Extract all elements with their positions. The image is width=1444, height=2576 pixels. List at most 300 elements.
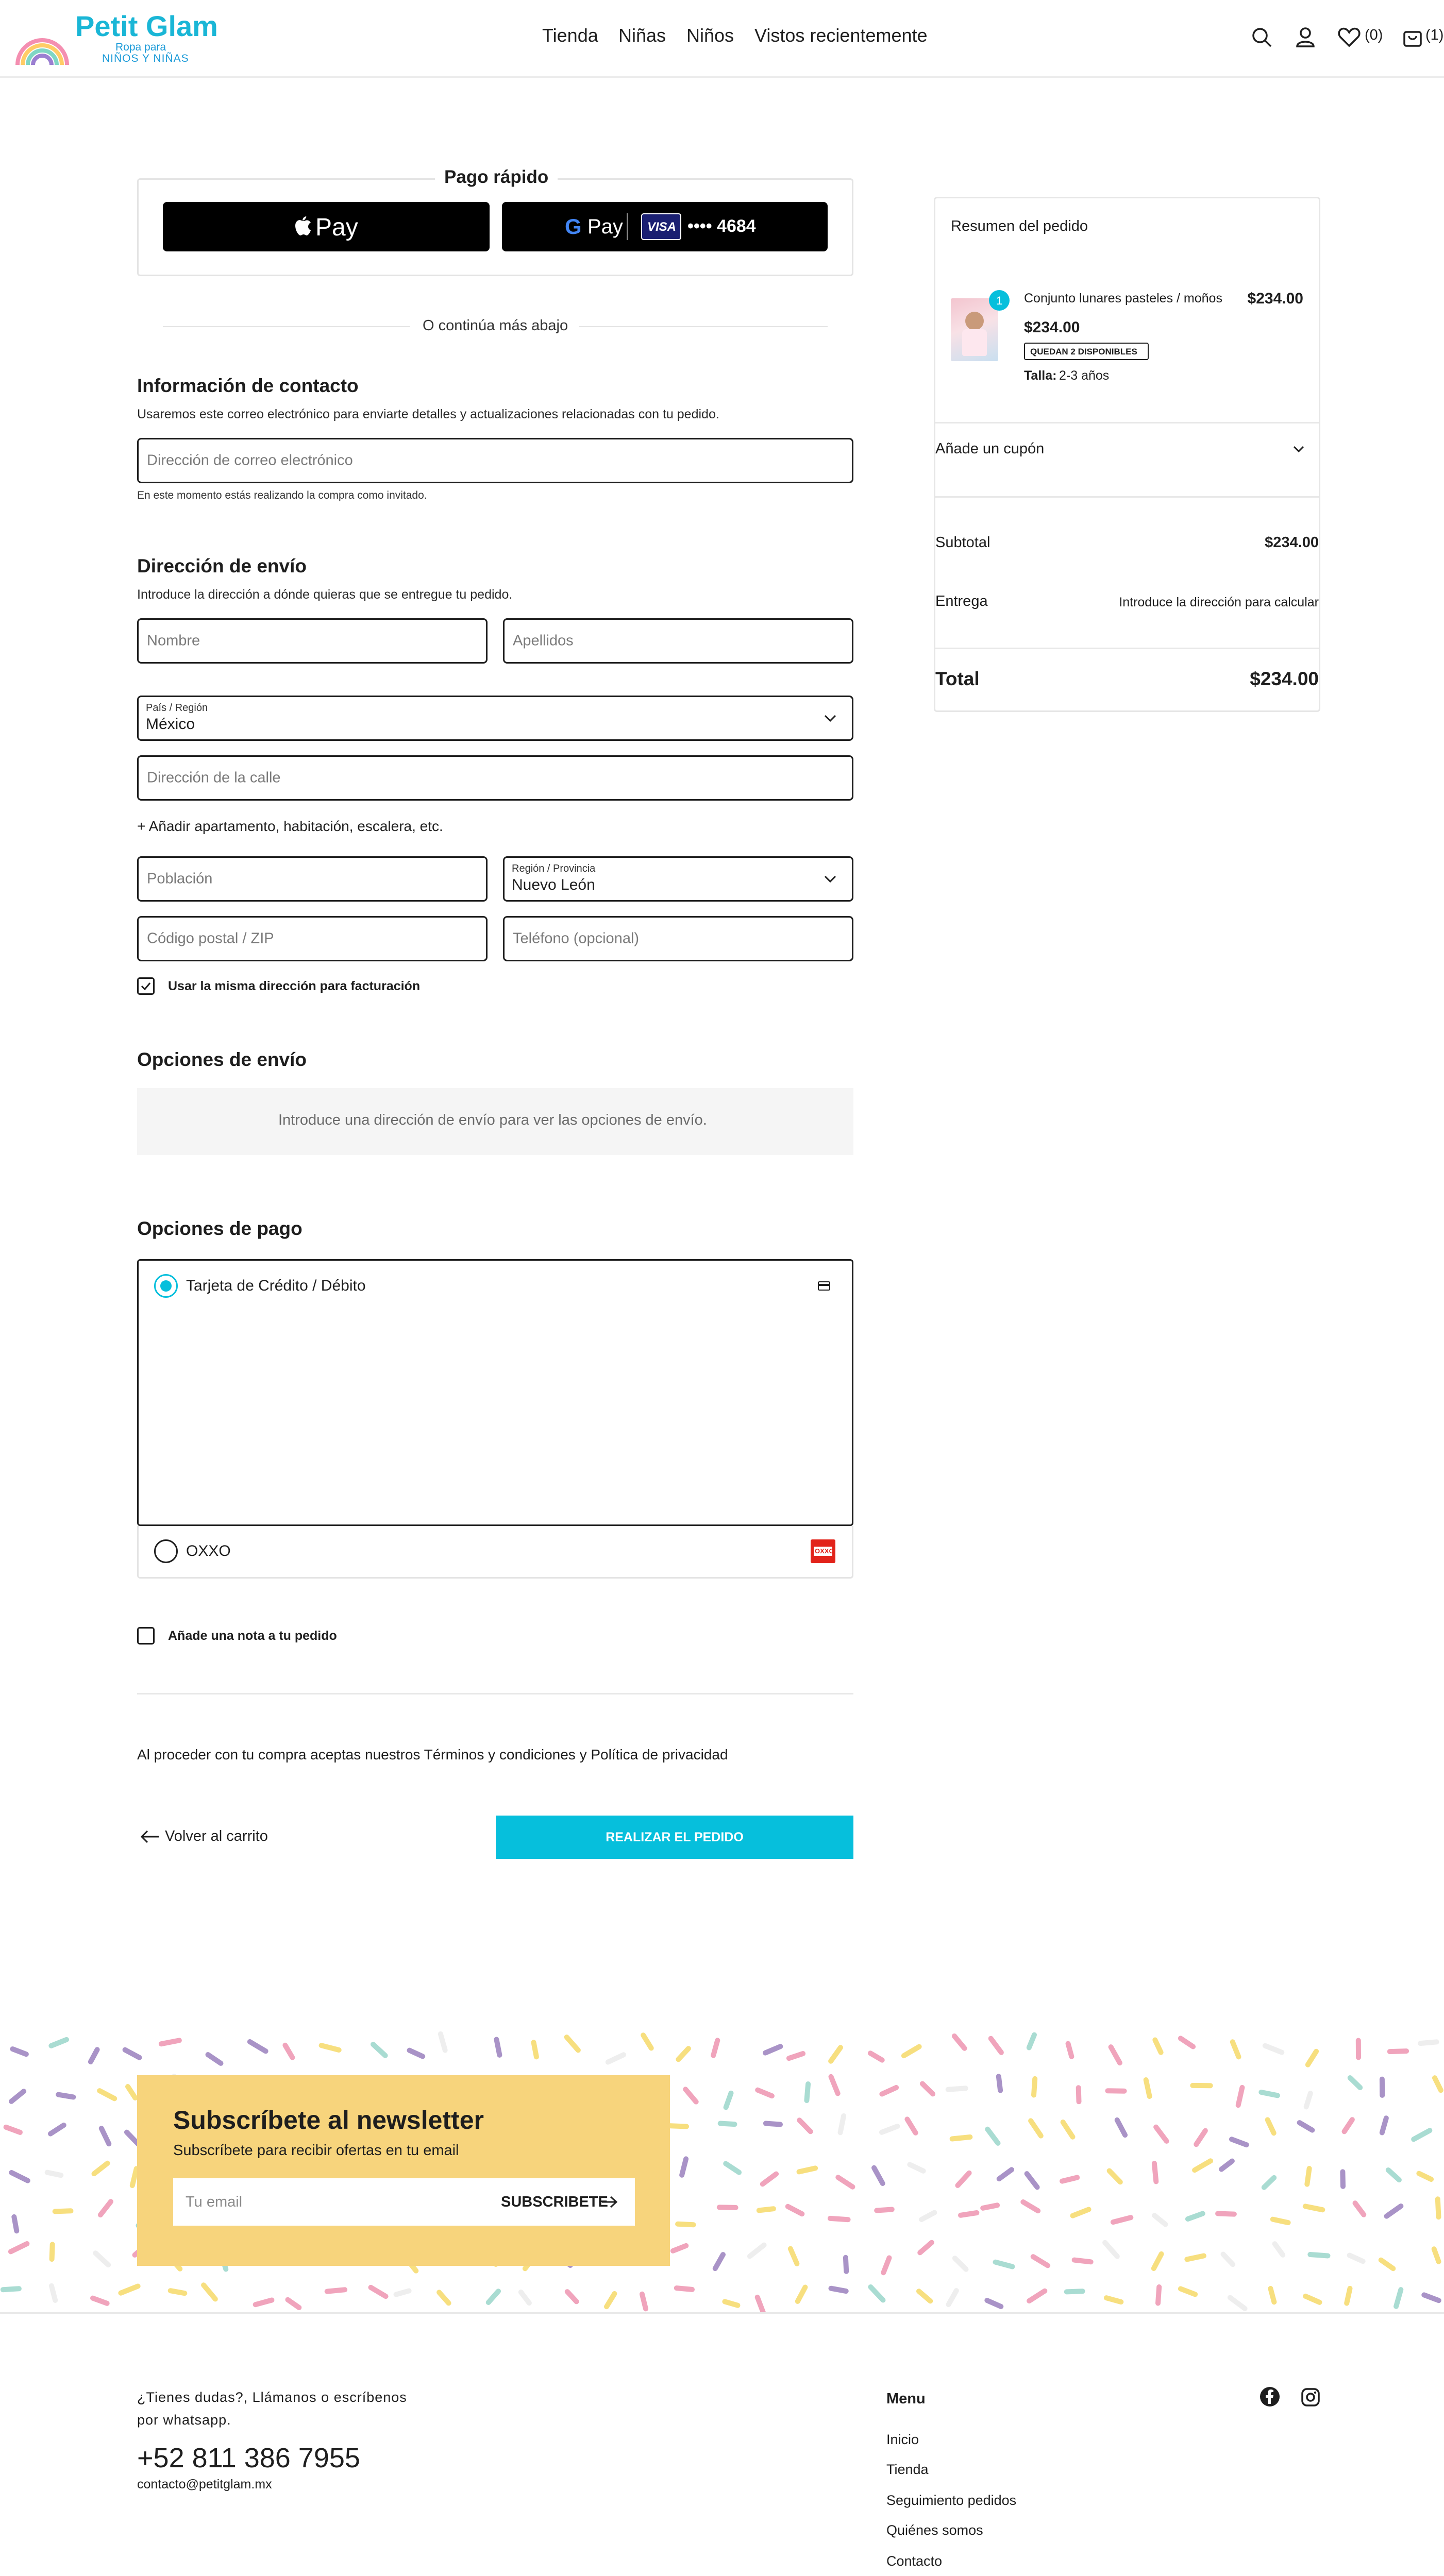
shipping-address-subtitle: Introduce la dirección a dónde quieras que se entregue tu pedido. bbox=[137, 587, 513, 602]
sprinkle bbox=[882, 2126, 898, 2132]
sprinkle bbox=[1435, 2078, 1441, 2090]
sprinkle bbox=[1355, 2203, 1364, 2215]
size-value: 2-3 años bbox=[1059, 368, 1110, 383]
sprinkle bbox=[285, 2045, 292, 2058]
order-note-label[interactable]: Añade una nota a tu pedido bbox=[168, 1629, 337, 1643]
sprinkle bbox=[127, 2132, 138, 2144]
stock-badge-text: QUEDAN 2 DISPONIBLES bbox=[1030, 347, 1137, 357]
sprinkle bbox=[1029, 2291, 1045, 2301]
footer-contact-line-2: por whatsapp. bbox=[137, 2412, 231, 2428]
sprinkle bbox=[128, 2087, 135, 2098]
card-option-label: Tarjeta de Crédito / Débito bbox=[186, 1277, 366, 1294]
sprinkle bbox=[999, 2076, 1000, 2090]
zip-field[interactable] bbox=[137, 916, 488, 961]
sprinkle bbox=[1265, 2046, 1282, 2053]
sprinkle bbox=[715, 2255, 723, 2268]
contact-title: Información de contacto bbox=[137, 375, 359, 396]
sprinkle bbox=[1232, 2139, 1247, 2145]
sprinkle bbox=[11, 2173, 28, 2181]
sprinkle bbox=[920, 2243, 932, 2253]
apple-pay-button[interactable] bbox=[163, 202, 490, 251]
sprinkle bbox=[678, 2224, 694, 2225]
sprinkle bbox=[3, 2289, 19, 2290]
shipping-options-message: Introduce una dirección de envío para ver las opciones de envío. bbox=[278, 1112, 707, 1128]
card-radio-dot bbox=[160, 1280, 172, 1292]
google-pay-button[interactable] bbox=[502, 202, 828, 251]
sprinkle bbox=[93, 2298, 107, 2303]
divider-right bbox=[579, 326, 828, 327]
sprinkle bbox=[1347, 2289, 1350, 2303]
sprinkle bbox=[100, 2201, 111, 2215]
sprinkle bbox=[1345, 2120, 1352, 2131]
sprinkle bbox=[1387, 2206, 1401, 2216]
sprinkle bbox=[643, 2035, 651, 2048]
sprinkle bbox=[799, 2168, 816, 2172]
sprinkle bbox=[999, 2170, 1012, 2179]
sprinkle bbox=[410, 2050, 423, 2057]
google-g-icon: G bbox=[565, 214, 582, 239]
sprinkle bbox=[327, 2290, 345, 2291]
sprinkle bbox=[608, 2055, 624, 2062]
add-apartment-link[interactable]: + Añadir apartamento, habitación, escalera, etc. bbox=[137, 818, 443, 834]
sprinkle bbox=[921, 2213, 934, 2219]
sprinkle bbox=[685, 2089, 696, 2102]
brand-name: Petit Glam bbox=[75, 10, 218, 42]
first-name-placeholder: Nombre bbox=[147, 632, 200, 649]
sprinkle bbox=[841, 2116, 844, 2132]
nav-ninas[interactable]: Niñas bbox=[618, 25, 666, 46]
sprinkle bbox=[1438, 2199, 1439, 2217]
sprinkle bbox=[882, 2088, 896, 2094]
sprinkle bbox=[12, 2049, 26, 2054]
sprinkle bbox=[441, 2034, 445, 2050]
payment-oxxo-option[interactable] bbox=[137, 1526, 853, 1579]
sprinkle bbox=[489, 2291, 498, 2302]
sprinkle bbox=[1188, 2214, 1203, 2219]
sprinkle bbox=[567, 2037, 578, 2050]
sprinkle bbox=[1264, 2178, 1274, 2188]
place-order-button[interactable]: REALIZAR EL PEDIDO bbox=[496, 1816, 853, 1859]
sprinkle bbox=[1110, 2171, 1120, 2182]
nav-tienda[interactable]: Tienda bbox=[542, 25, 598, 46]
sprinkle bbox=[58, 2095, 73, 2097]
sprinkle bbox=[758, 2090, 772, 2096]
sprinkle bbox=[371, 2287, 386, 2296]
subtotal-label: Subtotal bbox=[935, 534, 990, 551]
logo[interactable] bbox=[13, 9, 230, 67]
sprinkle bbox=[95, 2253, 108, 2265]
first-name-field[interactable] bbox=[137, 618, 488, 664]
total-value: $234.00 bbox=[1250, 668, 1319, 689]
sprinkle bbox=[161, 2040, 179, 2044]
sprinkle bbox=[14, 2217, 16, 2231]
footer-link-tienda[interactable]: Tienda bbox=[886, 2462, 929, 2477]
street-placeholder: Dirección de la calle bbox=[147, 769, 281, 786]
phone-placeholder: Teléfono (opcional) bbox=[513, 930, 640, 947]
sprinkle bbox=[6, 2127, 20, 2132]
sprinkle bbox=[1155, 2040, 1161, 2053]
sprinkle bbox=[288, 2300, 299, 2308]
sprinkle bbox=[948, 2088, 966, 2089]
sprinkle bbox=[954, 2036, 965, 2048]
footer-link-quienes-somos[interactable]: Quiénes somos bbox=[886, 2522, 983, 2538]
sprinkle bbox=[1300, 2123, 1313, 2130]
sprinkle bbox=[521, 2292, 529, 2303]
sprinkle bbox=[922, 2083, 933, 2094]
sprinkle bbox=[759, 2209, 774, 2210]
sprinkle bbox=[1187, 2256, 1204, 2260]
sprinkle bbox=[1390, 2051, 1406, 2052]
credit-card-icon bbox=[818, 1281, 830, 1291]
sprinkle bbox=[1268, 2120, 1274, 2133]
sprinkle bbox=[607, 2294, 614, 2307]
sprinkle bbox=[1310, 2255, 1328, 2256]
sprinkle bbox=[1221, 2161, 1232, 2170]
newsletter-email-field[interactable] bbox=[173, 2178, 635, 2226]
sprinkle bbox=[1414, 2130, 1430, 2139]
back-to-cart-link[interactable]: Volver al carrito bbox=[165, 1828, 268, 1844]
summary-divider-1 bbox=[935, 422, 1319, 423]
google-pay-label: Pay bbox=[587, 215, 623, 238]
sprinkle bbox=[765, 2046, 780, 2053]
sprinkle bbox=[1034, 2079, 1035, 2095]
sprinkle bbox=[904, 2047, 919, 2056]
sprinkle bbox=[678, 2048, 689, 2059]
sprinkle bbox=[949, 2291, 956, 2304]
sprinkle bbox=[1238, 2088, 1242, 2105]
divider-left bbox=[163, 326, 410, 327]
sprinkle bbox=[1029, 2035, 1034, 2048]
sprinkle bbox=[987, 2300, 1001, 2307]
email-field[interactable] bbox=[137, 438, 853, 483]
oxxo-logo-inner bbox=[814, 1547, 832, 1556]
sprinkle bbox=[52, 2244, 53, 2259]
footer-link-seguimiento[interactable]: Seguimiento pedidos bbox=[886, 2493, 1017, 2508]
last-name-field[interactable] bbox=[503, 618, 853, 664]
express-checkout-title: Pago rápido bbox=[435, 167, 558, 188]
summary-title: Resumen del pedido bbox=[951, 218, 1088, 234]
sprinkle bbox=[396, 2291, 409, 2295]
sprinkle bbox=[673, 2246, 686, 2251]
newsletter-subscribe-button[interactable]: SUBSCRIBETE bbox=[501, 2194, 608, 2210]
region-label: Región / Provincia bbox=[512, 863, 596, 874]
sprinkle bbox=[567, 2292, 577, 2301]
site-header bbox=[0, 0, 1444, 78]
sprinkle bbox=[1233, 2042, 1239, 2057]
sprinkle bbox=[919, 2291, 930, 2301]
newsletter-title: Subscríbete al newsletter bbox=[173, 2106, 484, 2134]
arrow-right-icon[interactable] bbox=[601, 2196, 617, 2208]
sprinkle bbox=[1027, 2174, 1037, 2187]
same-billing-label[interactable]: Usar la misma dirección para facturación bbox=[168, 979, 421, 993]
nav-vistos-recientemente[interactable]: Vistos recientemente bbox=[754, 25, 928, 46]
sprinkle bbox=[1117, 2120, 1125, 2135]
oxxo-radio[interactable] bbox=[154, 1539, 178, 1563]
rainbow-logo-icon bbox=[13, 11, 71, 65]
sprinkle bbox=[1381, 2260, 1393, 2269]
sprinkle bbox=[961, 2213, 977, 2215]
product-name[interactable]: Conjunto lunares pasteles / moños bbox=[1024, 291, 1222, 306]
oxxo-logo-text: OXXO bbox=[815, 1547, 834, 1555]
check-icon bbox=[139, 979, 153, 993]
sprinkle bbox=[1388, 2170, 1399, 2180]
stock-badge bbox=[1024, 343, 1149, 360]
sprinkle bbox=[726, 2164, 739, 2173]
sprinkle bbox=[996, 2262, 1013, 2267]
city-placeholder: Población bbox=[147, 870, 213, 887]
subtotal-value: $234.00 bbox=[1265, 534, 1319, 551]
footer-email[interactable]: contacto@petitglam.mx bbox=[137, 2477, 272, 2492]
sprinkle bbox=[1154, 2215, 1165, 2224]
sprinkle bbox=[99, 2091, 114, 2098]
sprinkle bbox=[788, 2207, 802, 2214]
sprinkle bbox=[1062, 2178, 1077, 2181]
apple-pay-label: Pay bbox=[315, 214, 358, 241]
chevron-down-icon bbox=[824, 715, 836, 722]
sprinkle bbox=[51, 2125, 64, 2134]
email-placeholder: Dirección de correo electrónico bbox=[147, 452, 353, 469]
brand-tagline-1: Ropa para bbox=[115, 41, 166, 53]
order-note-checkbox[interactable] bbox=[137, 1627, 155, 1645]
sprinkle bbox=[798, 2287, 805, 2301]
region-select[interactable] bbox=[503, 856, 853, 902]
gpay-divider bbox=[627, 213, 628, 240]
sprinkle bbox=[1068, 2044, 1072, 2057]
search-icon[interactable] bbox=[1251, 27, 1272, 47]
shipping-address-title: Dirección de envío bbox=[137, 555, 307, 577]
sprinkle bbox=[47, 2173, 61, 2176]
chevron-down-icon bbox=[824, 875, 836, 883]
sprinkle bbox=[1382, 2118, 1386, 2132]
facebook-icon[interactable] bbox=[1260, 2386, 1280, 2407]
sprinkle bbox=[883, 2258, 889, 2273]
visa-card-badge bbox=[641, 213, 681, 240]
sprinkle bbox=[682, 2159, 686, 2175]
last-name-placeholder: Apellidos bbox=[513, 632, 574, 649]
instagram-icon[interactable] bbox=[1301, 2387, 1320, 2407]
total-label: Total bbox=[935, 668, 980, 689]
sprinkle bbox=[763, 2174, 776, 2184]
arrow-left-icon[interactable] bbox=[140, 1830, 160, 1843]
nav-ninos[interactable]: Niños bbox=[686, 25, 734, 46]
phone-field[interactable] bbox=[503, 916, 853, 961]
sprinkle bbox=[1223, 2255, 1233, 2265]
sprinkle bbox=[132, 2168, 137, 2185]
sprinkle bbox=[1181, 2038, 1193, 2046]
sprinkle bbox=[877, 2210, 892, 2211]
card-radio[interactable] bbox=[154, 1274, 178, 1298]
summary-divider-2 bbox=[935, 496, 1319, 498]
sprinkle bbox=[1195, 2161, 1211, 2170]
sprinkle bbox=[121, 2286, 138, 2293]
sprinkle bbox=[955, 2258, 966, 2269]
footer-phone[interactable]: +52 811 386 7955 bbox=[137, 2443, 360, 2473]
sprinkle bbox=[870, 2053, 882, 2060]
sprinkle bbox=[1154, 2163, 1156, 2181]
sprinkle bbox=[987, 2129, 998, 2143]
sprinkle bbox=[102, 2128, 109, 2144]
sprinkle bbox=[1305, 2296, 1319, 2302]
country-label: País / Región bbox=[146, 702, 208, 714]
sprinkle bbox=[1158, 2287, 1159, 2303]
sprinkle bbox=[1419, 2174, 1431, 2179]
cart-icon[interactable] bbox=[1403, 29, 1422, 47]
country-select[interactable] bbox=[137, 696, 853, 741]
newsletter-subtitle: Subscríbete para recibir ofertas en tu email bbox=[173, 2142, 459, 2159]
sprinkle bbox=[1434, 2249, 1439, 2262]
sprinkle bbox=[750, 2245, 764, 2257]
continue-below-text: O continúa más abajo bbox=[423, 317, 568, 334]
payment-card-option[interactable] bbox=[137, 1259, 853, 1526]
sprinkle bbox=[807, 2084, 808, 2100]
newsletter-email-placeholder: Tu email bbox=[186, 2194, 243, 2210]
sprinkle bbox=[713, 2040, 717, 2055]
sprinkle bbox=[983, 2205, 997, 2208]
quantity-badge bbox=[989, 290, 1010, 311]
thumbnail-dress bbox=[962, 329, 987, 356]
sprinkle bbox=[1063, 2122, 1073, 2137]
sprinkle bbox=[171, 2291, 185, 2293]
sprinkle bbox=[831, 2077, 838, 2094]
zip-placeholder: Código postal / ZIP bbox=[147, 930, 274, 947]
sprinkle bbox=[642, 2294, 646, 2309]
sprinkle bbox=[91, 2049, 97, 2062]
size-label: Talla: bbox=[1024, 368, 1057, 383]
sprinkle bbox=[831, 2289, 846, 2291]
sprinkle bbox=[439, 2292, 449, 2303]
sprinkle bbox=[496, 2040, 499, 2055]
sprinkle bbox=[1073, 2210, 1089, 2216]
quantity-value: 1 bbox=[996, 294, 1003, 307]
sprinkle bbox=[789, 2054, 803, 2058]
sprinkle bbox=[766, 2124, 780, 2125]
oxxo-logo bbox=[811, 1539, 835, 1563]
sprinkle bbox=[1350, 2256, 1363, 2262]
sprinkle bbox=[1181, 2289, 1195, 2295]
sprinkle bbox=[322, 2045, 339, 2050]
sprinkle bbox=[1342, 2172, 1343, 2186]
delivery-label: Entrega bbox=[935, 593, 988, 609]
sprinkle bbox=[677, 2288, 692, 2290]
sprinkle bbox=[1067, 2291, 1083, 2292]
sprinkle bbox=[1230, 2298, 1245, 2309]
sprinkle bbox=[1113, 2217, 1131, 2222]
sprinkle bbox=[1074, 2260, 1091, 2262]
chevron-down-icon[interactable] bbox=[1293, 446, 1304, 453]
sprinkle bbox=[373, 2044, 385, 2056]
delivery-value: Introduce la dirección para calcular bbox=[1119, 595, 1319, 609]
sprinkle bbox=[726, 2093, 731, 2108]
sprinkle bbox=[1146, 2080, 1150, 2096]
brand-tagline-2: NIÑOS Y NIÑAS bbox=[102, 53, 189, 64]
sprinkle bbox=[910, 2164, 923, 2171]
coupon-toggle[interactable]: Añade un cupón bbox=[935, 440, 1045, 457]
sprinkle bbox=[874, 2168, 883, 2183]
sprinkle bbox=[758, 2297, 764, 2312]
product-line-price: $234.00 bbox=[1247, 290, 1303, 307]
card-mask: •••• 4684 bbox=[687, 216, 756, 236]
payment-title: Opciones de pago bbox=[137, 1218, 303, 1239]
terms-text[interactable]: Al proceder con tu compra aceptas nuestros Términos y condiciones y Política de privacidad bbox=[137, 1747, 728, 1762]
sprinkle bbox=[907, 2119, 915, 2133]
oxxo-option-label: OXXO bbox=[186, 1543, 231, 1560]
summary-divider-3 bbox=[935, 648, 1319, 649]
city-field[interactable] bbox=[137, 856, 488, 902]
order-summary bbox=[934, 197, 1320, 712]
sprinkle bbox=[11, 2244, 27, 2251]
product-thumbnail[interactable] bbox=[951, 298, 998, 361]
sprinkle bbox=[799, 2120, 811, 2131]
sprinkle bbox=[719, 2207, 736, 2208]
sprinkle bbox=[720, 2124, 735, 2125]
same-billing-checkbox[interactable] bbox=[137, 977, 155, 995]
wishlist-count[interactable]: (0) bbox=[1365, 27, 1383, 43]
product-unit-price: $234.00 bbox=[1024, 319, 1080, 336]
shipping-options-title: Opciones de envío bbox=[137, 1049, 307, 1070]
sprinkle bbox=[125, 2050, 140, 2058]
shipping-options-empty-box bbox=[137, 1088, 853, 1155]
sprinkle bbox=[11, 2091, 24, 2102]
sprinkle bbox=[1308, 2052, 1316, 2065]
sprinkle bbox=[1154, 2254, 1162, 2268]
thumbnail-figure bbox=[965, 312, 984, 330]
sprinkle bbox=[725, 2301, 737, 2305]
sprinkle bbox=[1350, 2078, 1361, 2088]
sprinkle bbox=[51, 2040, 66, 2046]
sprinkle bbox=[1261, 2092, 1278, 2095]
sprinkle bbox=[204, 2285, 215, 2299]
sprinkle bbox=[791, 2249, 797, 2264]
sprinkle bbox=[1156, 2127, 1167, 2141]
apple-logo-icon bbox=[295, 216, 311, 236]
sprinkle bbox=[1031, 2121, 1041, 2136]
sprinkle bbox=[534, 2042, 536, 2057]
contact-subtitle: Usaremos este correo electrónico para enviarte detalles y actualizaciones relacionadas con tu pedido. bbox=[137, 407, 719, 421]
region-value: Nuevo León bbox=[512, 876, 595, 893]
sprinkle bbox=[991, 2039, 1001, 2053]
sprinkle bbox=[830, 2218, 848, 2219]
sprinkle bbox=[958, 2173, 969, 2185]
sprinkle bbox=[1033, 2257, 1048, 2265]
visa-label: VISA bbox=[647, 220, 677, 234]
sprinkle bbox=[1275, 2244, 1283, 2255]
footer-menu-title: Menu bbox=[886, 2391, 926, 2407]
footer-contact-line-1: ¿Tienes dudas?, Llámanos o escríbenos bbox=[137, 2389, 407, 2405]
heart-icon[interactable] bbox=[1338, 27, 1361, 47]
sprinkle bbox=[1306, 2093, 1311, 2107]
footer-link-inicio[interactable]: Inicio bbox=[886, 2432, 919, 2447]
terms-divider bbox=[137, 1693, 853, 1694]
user-icon[interactable] bbox=[1296, 27, 1315, 47]
cart-count[interactable]: (1) bbox=[1425, 27, 1444, 43]
sprinkle bbox=[1273, 2219, 1288, 2223]
footer-link-contacto[interactable]: Contacto bbox=[886, 2553, 943, 2569]
guest-note: En este momento estás realizando la compra como invitado. bbox=[137, 489, 427, 501]
sprinkle bbox=[1023, 2202, 1038, 2211]
sprinkle bbox=[94, 2163, 108, 2174]
sprinkle bbox=[838, 2177, 852, 2187]
sprinkle bbox=[1307, 2168, 1309, 2184]
sprinkle bbox=[256, 2300, 272, 2305]
sprinkle bbox=[52, 2286, 55, 2300]
sprinkle bbox=[1106, 2298, 1121, 2302]
sprinkle bbox=[831, 2047, 841, 2061]
sprinkle bbox=[1420, 2042, 1437, 2043]
street-field[interactable] bbox=[137, 755, 853, 801]
newsletter-box bbox=[137, 2075, 670, 2266]
country-value: México bbox=[146, 716, 195, 733]
sprinkle bbox=[1105, 2243, 1117, 2257]
